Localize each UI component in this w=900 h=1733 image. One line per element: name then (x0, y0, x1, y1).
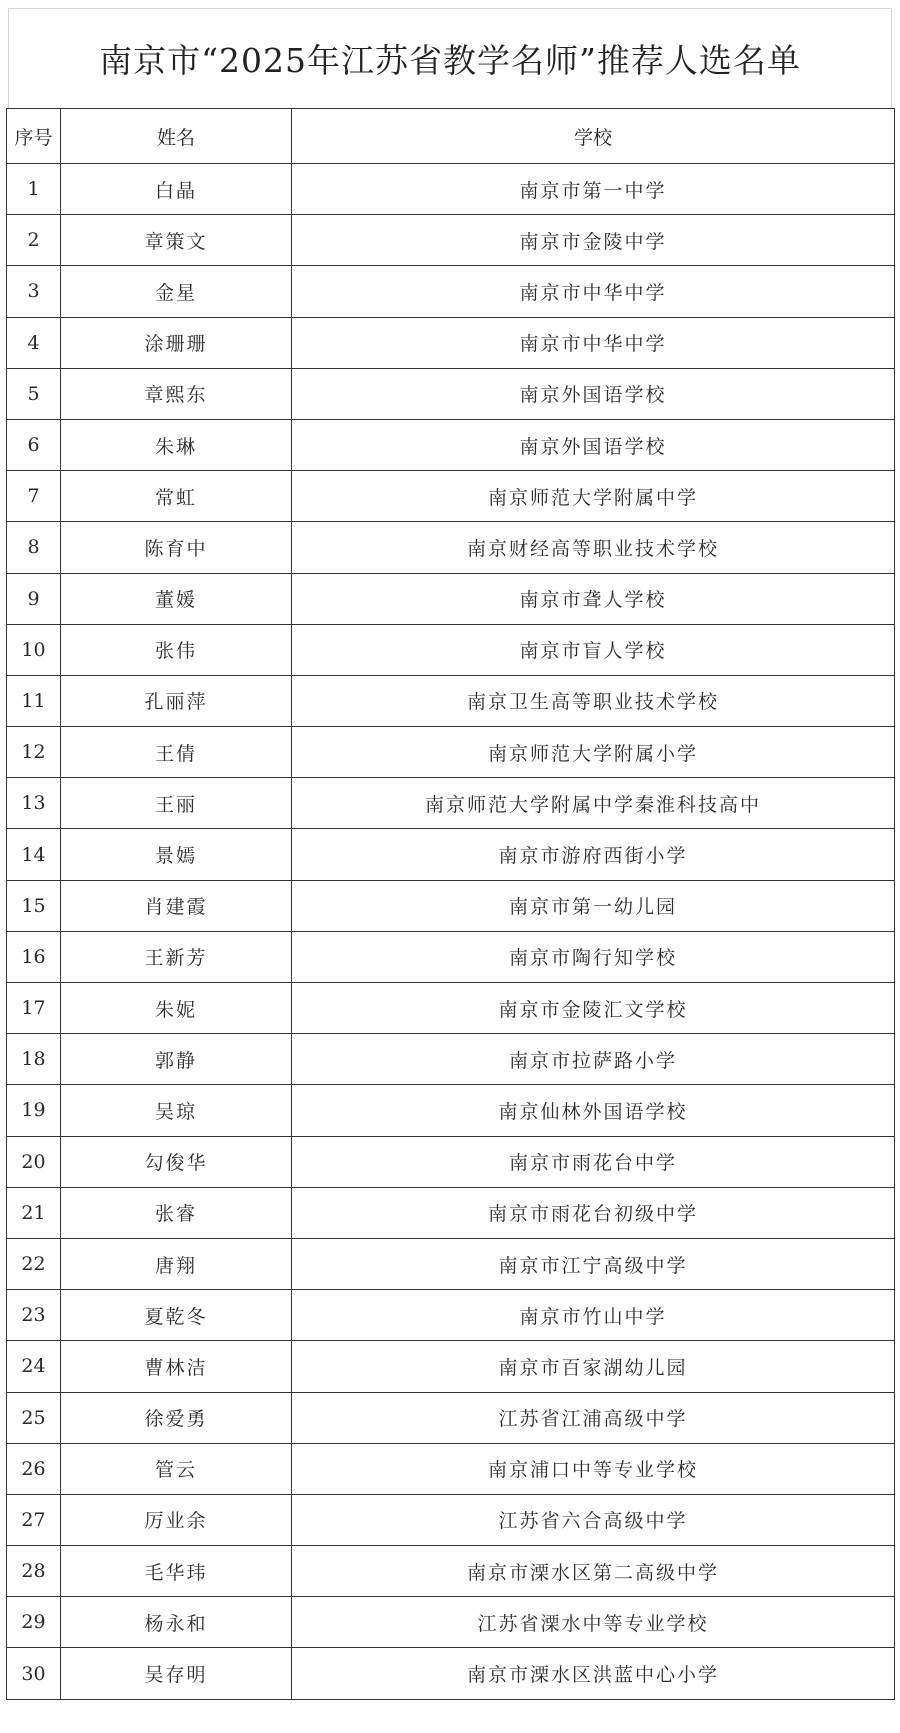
school-name: 南京市第一中学 (292, 164, 895, 215)
school-name: 南京市金陵中学 (292, 215, 895, 266)
school-name: 南京师范大学附属中学秦淮科技高中 (292, 778, 895, 829)
school-name: 江苏省六合高级中学 (292, 1494, 895, 1545)
teacher-name: 王倩 (61, 727, 292, 778)
row-number: 23 (7, 1290, 61, 1341)
school-name: 南京外国语学校 (292, 419, 895, 470)
teacher-name: 陈育中 (61, 522, 292, 573)
school-name: 南京财经高等职业技术学校 (292, 522, 895, 573)
teacher-name: 吴存明 (61, 1648, 292, 1699)
teacher-name: 王丽 (61, 778, 292, 829)
school-name: 南京市溧水区第二高级中学 (292, 1546, 895, 1597)
row-number: 17 (7, 983, 61, 1034)
school-name: 南京市聋人学校 (292, 573, 895, 624)
teacher-name: 张睿 (61, 1187, 292, 1238)
school-name: 南京市中华中学 (292, 266, 895, 317)
table-row (7, 1034, 895, 1085)
table-row (7, 1443, 895, 1494)
teacher-name: 肖建霞 (61, 880, 292, 931)
table-row (7, 1238, 895, 1289)
teacher-name: 董媛 (61, 573, 292, 624)
school-name: 南京市金陵汇文学校 (292, 983, 895, 1034)
school-name: 南京市第一幼儿园 (292, 880, 895, 931)
teacher-name: 杨永和 (61, 1597, 292, 1648)
teacher-name: 金星 (61, 266, 292, 317)
table-row (7, 471, 895, 522)
row-number: 30 (7, 1648, 61, 1699)
row-number: 28 (7, 1546, 61, 1597)
row-number: 6 (7, 419, 61, 470)
row-number: 7 (7, 471, 61, 522)
table-header (7, 109, 895, 164)
row-number: 24 (7, 1341, 61, 1392)
header-school: 学校 (292, 109, 895, 164)
table-body (7, 164, 895, 1700)
teacher-name: 吴琼 (61, 1085, 292, 1136)
teacher-name: 夏乾冬 (61, 1290, 292, 1341)
row-number: 14 (7, 829, 61, 880)
table-row (7, 215, 895, 266)
school-name: 南京卫生高等职业技术学校 (292, 675, 895, 726)
school-name: 南京外国语学校 (292, 368, 895, 419)
school-name: 南京市溧水区洪蓝中心小学 (292, 1648, 895, 1699)
school-name: 南京市雨花台初级中学 (292, 1187, 895, 1238)
school-name: 南京师范大学附属小学 (292, 727, 895, 778)
table-row (7, 931, 895, 982)
table-row (7, 1341, 895, 1392)
row-number: 22 (7, 1238, 61, 1289)
teacher-name: 景嫣 (61, 829, 292, 880)
teacher-name: 章熙东 (61, 368, 292, 419)
table-row (7, 1648, 895, 1699)
row-number: 8 (7, 522, 61, 573)
teacher-name: 白晶 (61, 164, 292, 215)
recommendation-table (6, 108, 895, 1700)
teacher-name: 张伟 (61, 624, 292, 675)
teacher-name: 涂珊珊 (61, 317, 292, 368)
row-number: 11 (7, 675, 61, 726)
row-number: 2 (7, 215, 61, 266)
teacher-name: 章策文 (61, 215, 292, 266)
row-number: 16 (7, 931, 61, 982)
row-number: 27 (7, 1494, 61, 1545)
teacher-name: 曹林洁 (61, 1341, 292, 1392)
table-row (7, 727, 895, 778)
row-number: 20 (7, 1136, 61, 1187)
row-number: 1 (7, 164, 61, 215)
table-row (7, 1290, 895, 1341)
table-row (7, 880, 895, 931)
table-row (7, 164, 895, 215)
document-title: 南京市“2025年江苏省教学名师”推荐人选名单 (99, 41, 801, 80)
school-name: 南京市盲人学校 (292, 624, 895, 675)
row-number: 12 (7, 727, 61, 778)
teacher-name: 常虹 (61, 471, 292, 522)
row-number: 13 (7, 778, 61, 829)
table-row (7, 1392, 895, 1443)
table-row (7, 778, 895, 829)
teacher-name: 管云 (61, 1443, 292, 1494)
row-number: 3 (7, 266, 61, 317)
row-number: 29 (7, 1597, 61, 1648)
row-number: 19 (7, 1085, 61, 1136)
row-number: 15 (7, 880, 61, 931)
teacher-name: 毛华玮 (61, 1546, 292, 1597)
school-name: 南京师范大学附属中学 (292, 471, 895, 522)
row-number: 10 (7, 624, 61, 675)
school-name: 南京市游府西街小学 (292, 829, 895, 880)
table-row (7, 624, 895, 675)
table-row (7, 983, 895, 1034)
school-name: 南京市雨花台中学 (292, 1136, 895, 1187)
row-number: 5 (7, 368, 61, 419)
school-name: 南京市竹山中学 (292, 1290, 895, 1341)
teacher-name: 王新芳 (61, 931, 292, 982)
title-box (8, 8, 892, 108)
table-row (7, 829, 895, 880)
header-row (7, 109, 895, 164)
school-name: 南京市拉萨路小学 (292, 1034, 895, 1085)
row-number: 25 (7, 1392, 61, 1443)
table-row (7, 1136, 895, 1187)
row-number: 9 (7, 573, 61, 624)
table-row (7, 419, 895, 470)
row-number: 4 (7, 317, 61, 368)
school-name: 南京市江宁高级中学 (292, 1238, 895, 1289)
header-no: 序号 (7, 109, 61, 164)
table-row (7, 1494, 895, 1545)
teacher-name: 厉业余 (61, 1494, 292, 1545)
teacher-name: 唐翔 (61, 1238, 292, 1289)
row-number: 21 (7, 1187, 61, 1238)
teacher-name: 郭静 (61, 1034, 292, 1085)
school-name: 江苏省江浦高级中学 (292, 1392, 895, 1443)
table-row (7, 522, 895, 573)
teacher-name: 朱妮 (61, 983, 292, 1034)
teacher-name: 徐爱勇 (61, 1392, 292, 1443)
school-name: 南京仙林外国语学校 (292, 1085, 895, 1136)
table-row (7, 1085, 895, 1136)
table-row (7, 368, 895, 419)
header-name: 姓名 (61, 109, 292, 164)
table-row (7, 1546, 895, 1597)
school-name: 江苏省溧水中等专业学校 (292, 1597, 895, 1648)
teacher-name: 朱琳 (61, 419, 292, 470)
table-row (7, 675, 895, 726)
teacher-name: 孔丽萍 (61, 675, 292, 726)
table-row (7, 1597, 895, 1648)
table-row (7, 573, 895, 624)
table-row (7, 317, 895, 368)
table-row (7, 1187, 895, 1238)
school-name: 南京市百家湖幼儿园 (292, 1341, 895, 1392)
row-number: 18 (7, 1034, 61, 1085)
school-name: 南京浦口中等专业学校 (292, 1443, 895, 1494)
school-name: 南京市陶行知学校 (292, 931, 895, 982)
row-number: 26 (7, 1443, 61, 1494)
table-row (7, 266, 895, 317)
school-name: 南京市中华中学 (292, 317, 895, 368)
teacher-name: 勾俊华 (61, 1136, 292, 1187)
